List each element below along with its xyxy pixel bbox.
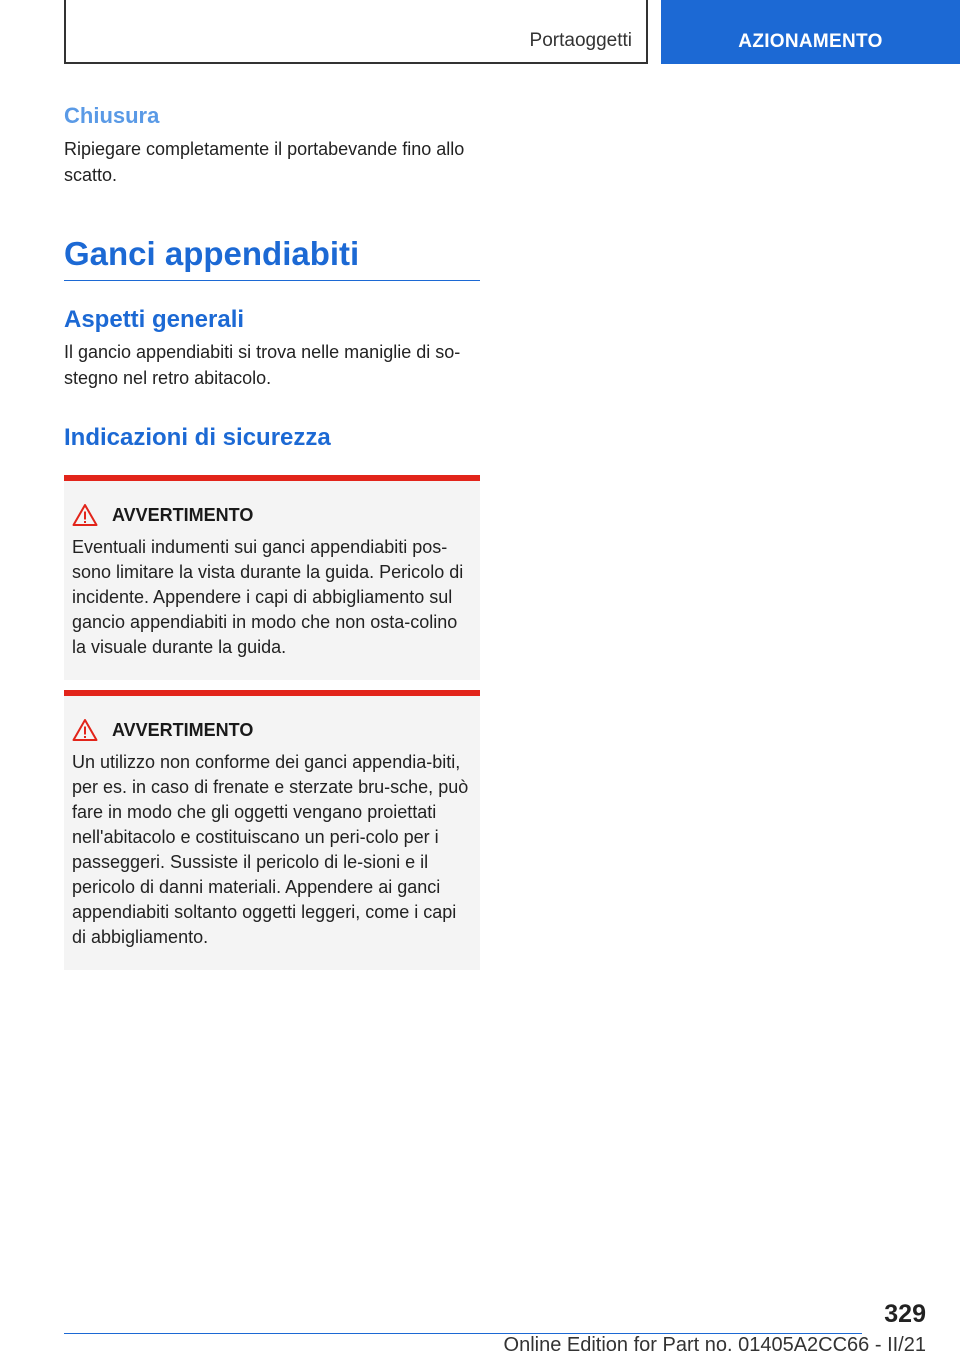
footer-edition: Online Edition for Part no. 01405A2CC66 - II/21 [503,1334,926,1356]
warning-triangle-icon [72,718,98,742]
general-text: Il gancio appendiabiti si trova nelle maniglie di so-stegno nel retro abitacolo. [64,342,461,388]
warning-text: Eventuali indumenti sui ganci appendiabiti pos-sono limitare la vista durante la guida. Pericolo di incidente. Appendere i capi di abbigliamento sul gancio appendiabiti in modo che non osta-colino la visuale durante la guida. [72,537,464,657]
warning-triangle-icon [72,503,98,527]
header-chapter-tab [661,0,960,64]
closing-text: Ripiegare completamente il portabevande fino allo scatto. [64,139,465,185]
header-chapter-title: AZIONAMENTO [738,31,883,52]
warning-header [72,718,470,742]
warning-header [72,503,470,527]
warning-text: Un utilizzo non conforme dei ganci appendia-biti, per es. in caso di frenate e sterzate bru-sche, può fare in modo che gli oggetti vengano proiettati nell'abitacolo e costituiscano un peri-colo per i passeggeri. Sussiste il pericolo di le-sioni e il pericolo di danni materiali. Appendere ai ganci appendiabiti soltanto oggetti leggeri, come i capi di abbigliamento. [72,752,469,947]
safety-heading: Indicazioni di sicurezza [64,424,331,451]
warning-box [64,690,480,970]
header-section-title: Portaoggetti [529,30,632,51]
header-section-box [64,0,648,64]
warning-label: AVVERTIMENTO [112,719,254,740]
page-content [64,100,480,970]
general-heading: Aspetti generali [64,306,245,333]
warning-box [64,475,480,680]
warning-label: AVVERTIMENTO [112,504,254,525]
page-title: Ganci appendiabiti [64,234,480,281]
closing-heading: Chiusura [64,103,160,128]
page-number: 329 [884,1300,926,1328]
